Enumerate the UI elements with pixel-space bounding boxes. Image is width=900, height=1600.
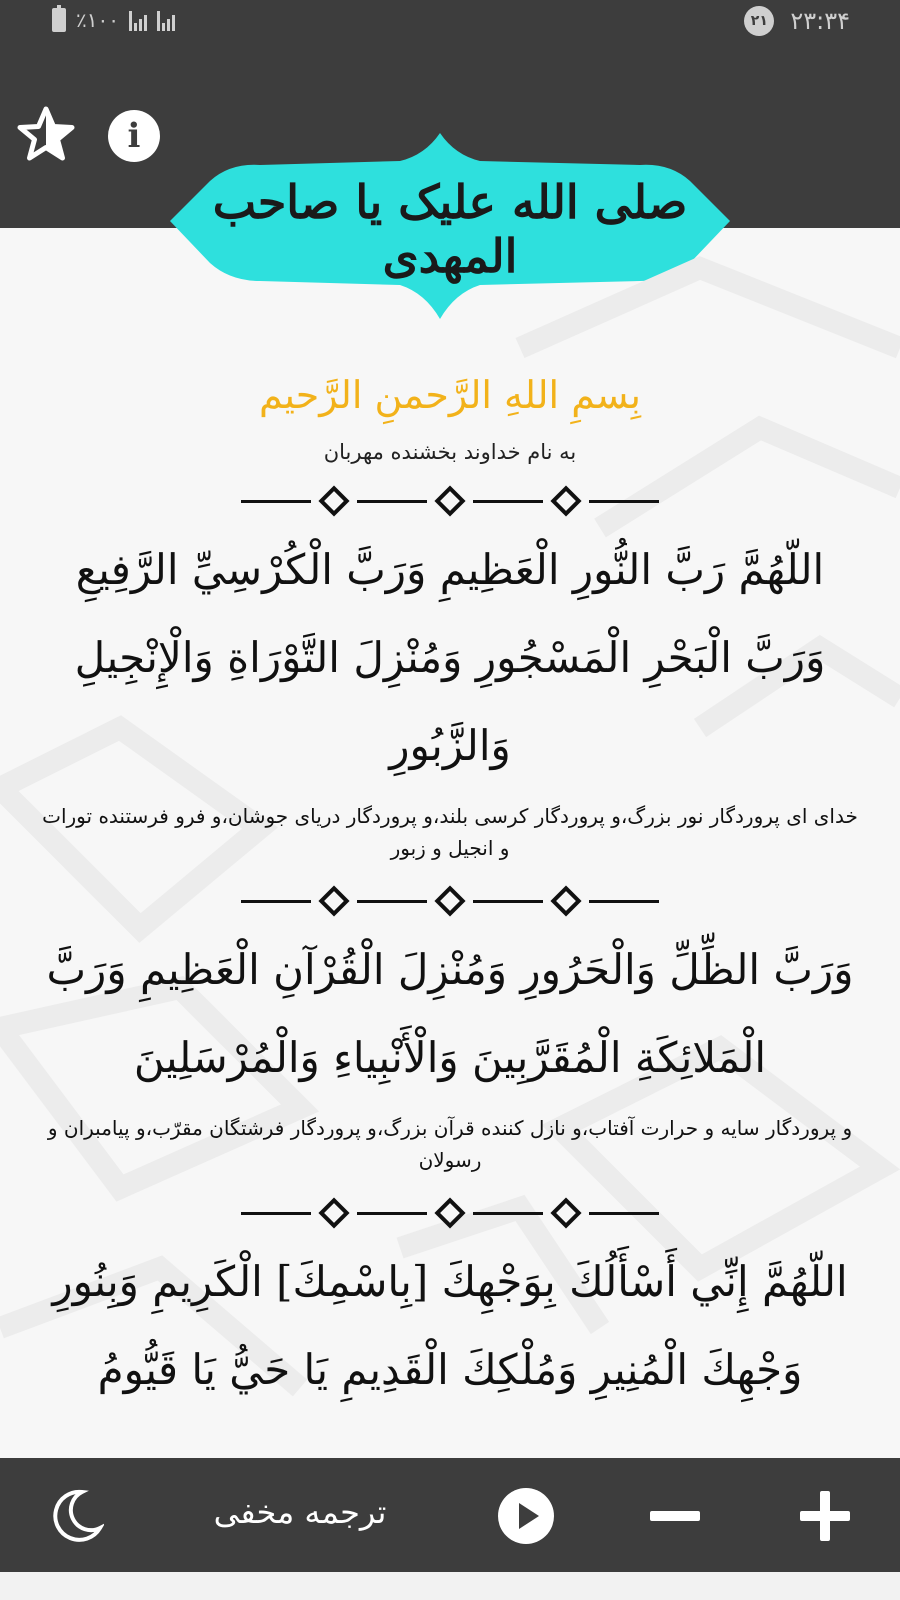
play-icon[interactable] bbox=[498, 1488, 554, 1544]
verse-translation: و پروردگار سایه و حرارت آفتاب،و نازل کننده قرآن بزرگ،و پروردگار فرشتگان مقرّب،و پیامبران و رسولان bbox=[47, 1116, 853, 1172]
status-left bbox=[52, 8, 175, 32]
minus-icon[interactable] bbox=[650, 1511, 700, 1521]
footer-strip bbox=[0, 1572, 900, 1600]
hide-translation-button[interactable]: ترجمه مخفی bbox=[190, 1492, 410, 1532]
battery-text: ٪۱۰۰ bbox=[76, 8, 119, 32]
verse-arabic: اللّهُمَّ رَبَّ النُّورِ الْعَظِيمِ وَرَبَّ الْكُرْسِيِّ الرَّفِيعِ وَرَبَّ الْبَحْرِ الْمَسْجُورِ وَمُنْزِلَ التَّوْرَاةِ وَالْإِنْجِيلِ وَالزَّبُورِ bbox=[74, 545, 826, 770]
ornament-divider bbox=[0, 1188, 900, 1238]
verse-translation: خدای ای پروردگار نور بزرگ،و پروردگار کرسی بلند،و پروردگار دریای جوشان،و فرو فرستنده تورات و انجیل و زبور bbox=[42, 804, 858, 860]
plus-icon[interactable] bbox=[800, 1491, 850, 1541]
bottom-toolbar bbox=[0, 1458, 900, 1572]
battery-icon bbox=[52, 8, 66, 32]
signal-icon bbox=[129, 9, 147, 31]
info-icon[interactable]: i bbox=[108, 110, 160, 162]
clock: ۲۳:۳۴ bbox=[790, 7, 850, 35]
ornament-divider bbox=[0, 476, 900, 526]
bismillah-translation: به نام خداوند بخشنده مهربان bbox=[323, 440, 577, 464]
status-right bbox=[744, 6, 850, 36]
verse-arabic: وَرَبَّ الظِّلِّ وَالْحَرُورِ وَمُنْزِلَ الْقُرْآنِ الْعَظِيمِ وَرَبَّ الْمَلائِكَةِ الْمُقَرَّبِينَ وَالْأَنْبِياءِ وَالْمُرْسَلِينَ bbox=[46, 945, 854, 1082]
star-icon[interactable] bbox=[16, 106, 76, 162]
notification-badge: ۲۱ bbox=[744, 6, 774, 36]
moon-icon[interactable] bbox=[48, 1488, 104, 1544]
status-bar bbox=[0, 0, 900, 44]
prayer-content bbox=[0, 360, 900, 1414]
banner-calligraphy: صلی الله علیک یا صاحب المهدی bbox=[212, 175, 688, 283]
signal-icon-2 bbox=[157, 9, 175, 31]
verse-arabic: اللّهُمَّ إِنِّي أَسْأَلُكَ بِوَجْهِكَ [بِاسْمِكَ] الْكَرِيمِ وَبِنُورِ وَجْهِكَ الْمُنِيرِ وَمُلْكِكَ الْقَدِيمِ يَا حَيُّ يَا قَيُّومُ bbox=[52, 1257, 848, 1394]
ornament-divider bbox=[0, 876, 900, 926]
bismillah: بِسمِ اللهِ الرَّحمنِ الرَّحیم bbox=[259, 373, 641, 417]
